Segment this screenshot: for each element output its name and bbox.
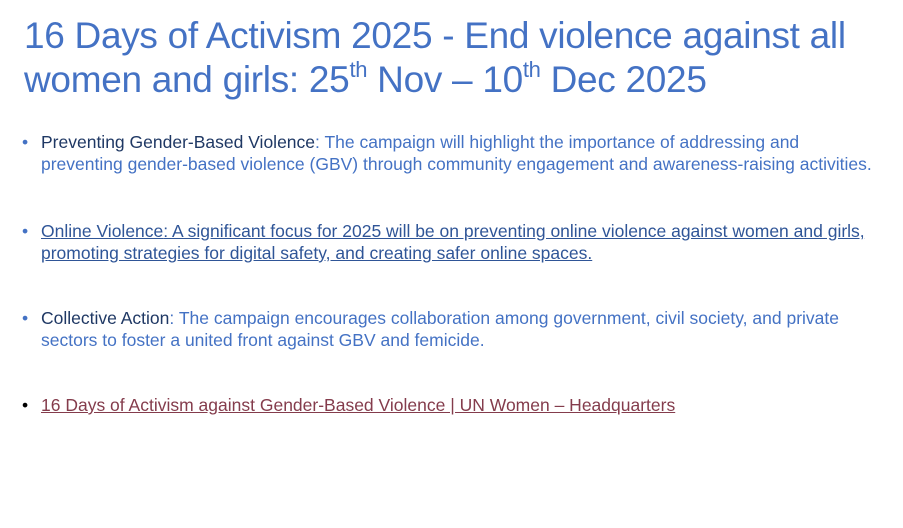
bullet-dot: •: [22, 221, 29, 241]
bullet-text: : The campaign will highlight the importance of addressing and preventing gender-based violence (GBV) through community engagement and awareness-raising activities.: [41, 132, 872, 174]
bullet-item-un-women-link[interactable]: [22, 394, 872, 416]
date-start-suffix: th: [349, 57, 368, 82]
date-end-month: Dec 2025: [540, 59, 707, 100]
date-start-month: Nov –: [367, 59, 483, 100]
un-women-hyperlink[interactable]: 16 Days of Activism against Gender-Based Violence | UN Women – Headquarters: [41, 395, 676, 415]
bullet-heading: Collective Action: [41, 308, 170, 328]
title-date-range: [309, 59, 707, 100]
bullet-item-online-violence[interactable]: [22, 220, 872, 264]
bullet-dot: •: [22, 308, 29, 328]
bullet-text: : A significant focus for 2025 will be on preventing online violence against women and girls, promoting strategies for digital safety, and creating safer online spaces.: [41, 221, 865, 263]
date-end-number: 10: [482, 59, 523, 100]
bullet-list: [22, 131, 872, 416]
bullet-item-preventing-gbv: [22, 131, 872, 175]
bullet-text: : The campaign encourages collaboration among government, civil society, and private sectors to foster a united front against GBV and femicide.: [41, 308, 839, 350]
date-end-suffix: th: [522, 57, 541, 82]
slide-title: [24, 14, 884, 102]
date-start-number: 25: [308, 59, 350, 100]
bullet-dot: •: [22, 132, 29, 152]
bullet-item-collective-action: [22, 307, 872, 351]
title-text: 16 Days of Activism 2025 - End violence against all women and girls:: [24, 15, 846, 100]
bullet-heading: Preventing Gender-Based Violence: [41, 132, 316, 152]
bullet-dot: •: [22, 395, 29, 415]
online-violence-link[interactable]: [41, 221, 865, 263]
bullet-heading: Online Violence: [41, 221, 164, 241]
